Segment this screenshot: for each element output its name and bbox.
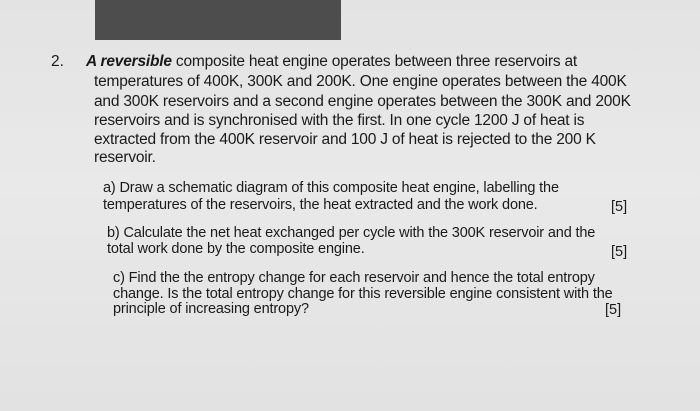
question-line: extracted from the 400K reservoir and 100 J of heat is rejected to the 200 K bbox=[94, 131, 596, 148]
question-line: temperatures of 400K, 300K and 200K. One engine operates between the 400K bbox=[94, 73, 627, 90]
question-line: reservoir. bbox=[94, 149, 156, 166]
question-line: and 300K reservoirs and a second engine operates between the 300K and 200K bbox=[94, 93, 631, 110]
question-line: reservoirs and is synchronised with the first. In one cycle 1200 J of heat is bbox=[94, 112, 585, 129]
part-c-line: c) Find the the entropy change for each reservoir and hence the total entropy bbox=[113, 270, 595, 286]
part-b-marks: [5] bbox=[611, 244, 628, 260]
part-b-line: b) Calculate the net heat exchanged per cycle with the 300K reservoir and the bbox=[107, 225, 596, 241]
question-number: 2. bbox=[51, 53, 64, 70]
part-a-line: a) Draw a schematic diagram of this composite heat engine, labelling the bbox=[103, 180, 559, 196]
part-a-marks: [5] bbox=[611, 199, 628, 215]
part-c-line: change. Is the total entropy change for this reversible engine consistent with the bbox=[113, 286, 613, 302]
part-c-line: principle of increasing entropy? bbox=[113, 301, 309, 317]
part-a-line: temperatures of the reservoirs, the heat extracted and the work done. bbox=[103, 197, 538, 213]
part-c-marks: [5] bbox=[605, 302, 622, 318]
part-b-line: total work done by the composite engine. bbox=[107, 241, 365, 257]
question-emphasis: A reversible bbox=[86, 53, 172, 70]
question-line bbox=[86, 53, 577, 71]
redacted-header-block bbox=[95, 0, 341, 40]
question-line-text: composite heat engine operates between three reservoirs at bbox=[175, 53, 578, 70]
